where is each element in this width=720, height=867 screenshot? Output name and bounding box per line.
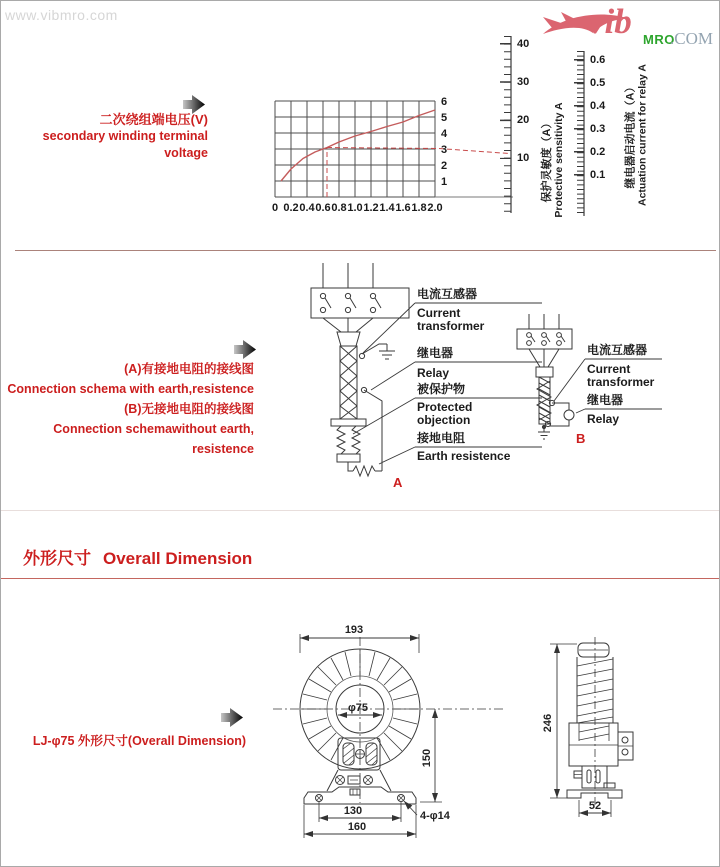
vibmro-logo	[541, 4, 719, 54]
caption-b-zh: (B)无接地电阻的接线图	[124, 402, 254, 416]
voltage-chart-caption	[1, 111, 208, 162]
svg-text:2.0: 2.0	[427, 202, 443, 214]
section-divider-2	[1, 510, 719, 511]
caption-b-en: Connection schemawithout earth, resistence	[53, 422, 254, 456]
svg-text:0.2: 0.2	[590, 146, 606, 158]
dashed-guide-lines	[327, 148, 509, 198]
caption-a-en: Connection schema with earth,resistence	[7, 382, 254, 396]
svg-text:1.8: 1.8	[411, 202, 427, 214]
label-a-protected-zh: 被保护物	[417, 382, 466, 396]
heading-rule	[1, 578, 719, 579]
section-divider-1	[15, 250, 716, 251]
caption-en: secondary winding terminal voltage	[42, 129, 208, 160]
svg-text:0: 0	[271, 202, 279, 214]
svg-text:40: 40	[517, 38, 530, 50]
svg-text:1.2: 1.2	[363, 202, 379, 214]
label-b-current-transformer-en: Current transformer	[587, 362, 655, 389]
svg-text:4-φ14: 4-φ14	[420, 810, 450, 822]
aux-scale-actuation-labels	[590, 54, 606, 181]
svg-text:1: 1	[441, 176, 448, 188]
lj75-caption: LJ-φ75 外形尺寸(Overall Dimension)	[32, 734, 246, 748]
overall-dimension-heading	[23, 544, 252, 569]
label-a-relay-zh: 继电器	[417, 346, 454, 360]
svg-text:160: 160	[347, 821, 367, 833]
svg-text:φ75: φ75	[347, 702, 369, 714]
label-b-relay-zh: 继电器	[587, 393, 624, 407]
voltage-curve	[281, 110, 435, 181]
voltage-chart	[275, 101, 513, 197]
label-a-current-transformer-en: Current transformer	[417, 306, 485, 333]
caption-a-zh: (A)有接地电阻的接线图	[124, 362, 254, 376]
label-a-protected-en: Protected objection	[417, 400, 473, 427]
logo-mro-text: MRO	[643, 32, 675, 47]
svg-text:10: 10	[517, 152, 530, 164]
svg-text:0.2: 0.2	[283, 202, 299, 214]
logo-vib-text: vib	[589, 2, 632, 41]
side-view-dim-labels	[542, 714, 601, 812]
heading-zh: 外形尺寸	[23, 549, 91, 568]
aux-scale-sensitivity-labels	[517, 38, 529, 164]
svg-text:193: 193	[344, 624, 364, 636]
svg-text:3: 3	[441, 144, 448, 156]
svg-text:1.4: 1.4	[379, 202, 395, 214]
svg-text:0.3: 0.3	[590, 123, 606, 135]
svg-text:20: 20	[517, 114, 530, 126]
label-a-current-transformer-zh: 电流互感器	[417, 287, 478, 301]
label-b-current-transformer-zh: 电流互感器	[587, 343, 648, 357]
schema-captions	[1, 359, 254, 459]
svg-text:0.1: 0.1	[590, 169, 606, 181]
svg-text:1.6: 1.6	[395, 202, 411, 214]
svg-text:4: 4	[441, 128, 448, 140]
logo-com-text: .COM	[670, 29, 713, 48]
svg-text:0.6: 0.6	[315, 202, 331, 214]
label-a-relay-en: Relay	[417, 366, 450, 380]
svg-text:150: 150	[421, 748, 433, 768]
svg-text:52: 52	[588, 800, 602, 812]
svg-text:1.0: 1.0	[347, 202, 363, 214]
svg-text:30: 30	[517, 76, 530, 88]
label-a-earth-en: Earth resistence	[417, 449, 511, 463]
svg-text:246: 246	[542, 713, 554, 733]
svg-text:0.4: 0.4	[590, 100, 606, 112]
label-b-relay-en: Relay	[587, 412, 620, 426]
svg-text:0.5: 0.5	[590, 77, 606, 89]
svg-text:0.6: 0.6	[590, 54, 606, 66]
aux-scale-sensitivity	[506, 36, 512, 213]
watermark: www.vibmro.com	[5, 7, 118, 23]
chart-tick-labels	[272, 96, 448, 214]
svg-text:130: 130	[343, 805, 363, 817]
svg-text:6: 6	[441, 96, 448, 108]
side-view-drawing	[550, 637, 633, 817]
sensitivity-axis-label: 保护灵敏度（A） Protective sensitivity A	[541, 102, 565, 218]
svg-text:0.4: 0.4	[299, 202, 315, 214]
svg-text:2: 2	[441, 160, 448, 172]
schema-a-tag: A	[393, 475, 403, 490]
schema-b-tag: B	[576, 431, 586, 446]
aux-scale-actuation	[579, 51, 584, 216]
heading-en: Overall Dimension	[103, 549, 253, 568]
caption-zh: 二次绕组端电压(V)	[99, 112, 208, 127]
label-a-earth-zh: 接地电阻	[417, 431, 466, 445]
svg-text:5: 5	[441, 112, 448, 124]
svg-text:0.8: 0.8	[331, 202, 347, 214]
actuation-axis-label: 继电器启动电流（A） Actuation current for relay A	[624, 64, 649, 206]
front-view-drawing	[273, 634, 505, 838]
